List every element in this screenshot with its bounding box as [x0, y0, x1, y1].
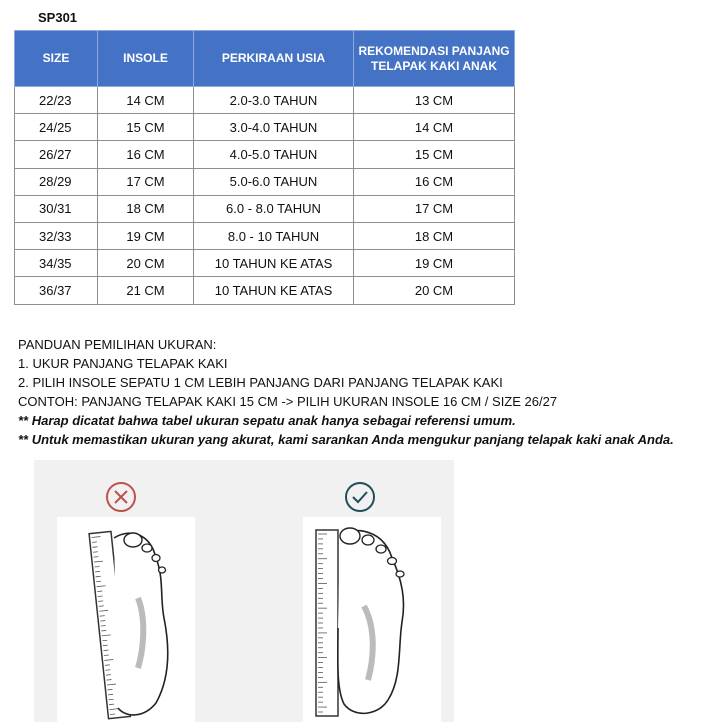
guide-note-1: ** Harap dicatat bahwa tabel ukuran sepatu anak hanya sebagai referensi umum.: [18, 413, 516, 428]
guide-step-2: 2. PILIH INSOLE SEPATU 1 CM LEBIH PANJANG DARI PANJANG TELAPAK KAKI: [18, 375, 503, 390]
size-guide: [18, 335, 674, 449]
table-header-row: [15, 31, 515, 87]
table-row: [15, 87, 515, 114]
product-code: SP301: [38, 10, 78, 25]
cell-foot-length: 15 CM: [354, 141, 515, 168]
cell-size: 26/27: [15, 141, 98, 168]
cell-insole: 19 CM: [98, 222, 194, 249]
cell-foot-length: 16 CM: [354, 168, 515, 195]
wrong-foot-measure-illustration: [60, 518, 192, 722]
cell-foot-length: 19 CM: [354, 250, 515, 277]
guide-step-1: 1. UKUR PANJANG TELAPAK KAKI: [18, 356, 228, 371]
table-row: [15, 222, 515, 249]
header-age: PERKIRAAN USIA: [194, 31, 354, 87]
cell-foot-length: 14 CM: [354, 114, 515, 141]
table-row: [15, 195, 515, 222]
header-size: SIZE: [15, 31, 98, 87]
table-row: [15, 277, 515, 304]
cell-age: 3.0-4.0 TAHUN: [194, 114, 354, 141]
guide-title: PANDUAN PEMILIHAN UKURAN:: [18, 337, 217, 352]
cell-size: 30/31: [15, 195, 98, 222]
cell-insole: 16 CM: [98, 141, 194, 168]
cell-size: 22/23: [15, 87, 98, 114]
right-foot-measure-illustration: [306, 518, 438, 722]
table-row: [15, 141, 515, 168]
table-row: [15, 168, 515, 195]
cell-insole: 21 CM: [98, 277, 194, 304]
guide-note-2: ** Untuk memastikan ukuran yang akurat, kami sarankan Anda mengukur panjang telapak kaki anak Anda.: [18, 432, 674, 447]
cell-insole: 20 CM: [98, 250, 194, 277]
size-chart-table: [14, 30, 515, 305]
cell-age: 8.0 - 10 TAHUN: [194, 222, 354, 249]
cell-age: 4.0-5.0 TAHUN: [194, 141, 354, 168]
x-circle-icon: [105, 481, 137, 513]
check-circle-icon: [344, 481, 376, 513]
header-foot-length: REKOMENDASI PANJANG TELAPAK KAKI ANAK: [354, 31, 515, 87]
cell-size: 36/37: [15, 277, 98, 304]
cell-age: 6.0 - 8.0 TAHUN: [194, 195, 354, 222]
cell-age: 10 TAHUN KE ATAS: [194, 277, 354, 304]
cell-insole: 17 CM: [98, 168, 194, 195]
cell-insole: 15 CM: [98, 114, 194, 141]
cell-size: 32/33: [15, 222, 98, 249]
cell-foot-length: 20 CM: [354, 277, 515, 304]
guide-example: CONTOH: PANJANG TELAPAK KAKI 15 CM -> PILIH UKURAN INSOLE 16 CM / SIZE 26/27: [18, 394, 558, 409]
cell-insole: 18 CM: [98, 195, 194, 222]
cell-foot-length: 13 CM: [354, 87, 515, 114]
cell-foot-length: 17 CM: [354, 195, 515, 222]
table-row: [15, 114, 515, 141]
cell-age: 10 TAHUN KE ATAS: [194, 250, 354, 277]
cell-size: 28/29: [15, 168, 98, 195]
cell-foot-length: 18 CM: [354, 222, 515, 249]
cell-size: 34/35: [15, 250, 98, 277]
table-row: [15, 250, 515, 277]
header-insole: INSOLE: [98, 31, 194, 87]
cell-insole: 14 CM: [98, 87, 194, 114]
cell-age: 2.0-3.0 TAHUN: [194, 87, 354, 114]
cell-age: 5.0-6.0 TAHUN: [194, 168, 354, 195]
cell-size: 24/25: [15, 114, 98, 141]
